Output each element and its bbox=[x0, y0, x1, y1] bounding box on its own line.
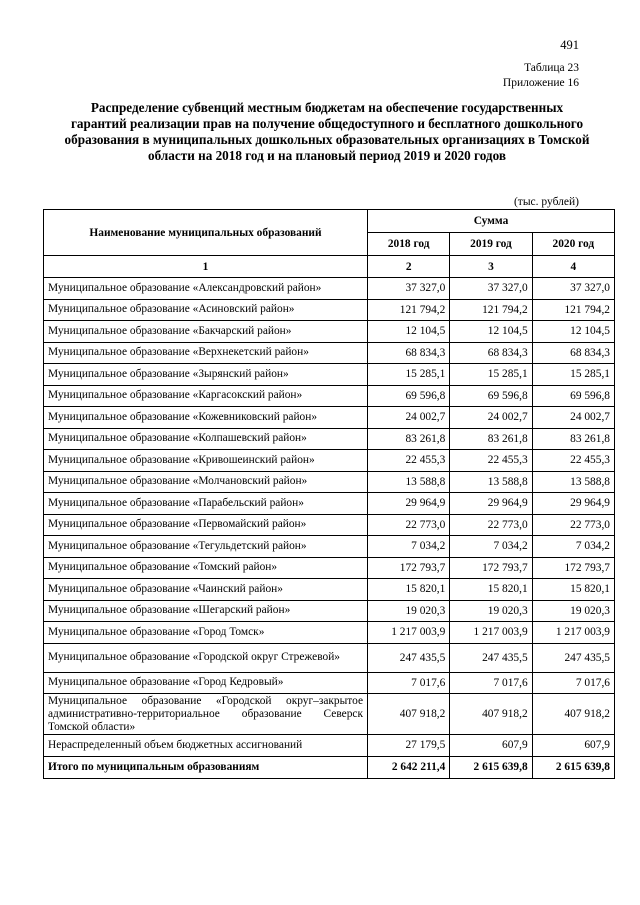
appendix-label: Приложение 16 bbox=[502, 77, 579, 89]
column-index: 2 bbox=[368, 256, 450, 278]
column-index: 3 bbox=[450, 256, 532, 278]
value-2020: 607,9 bbox=[532, 735, 614, 757]
value-2019: 7 017,6 bbox=[450, 672, 532, 694]
value-2018: 121 794,2 bbox=[368, 299, 450, 321]
value-2020: 172 793,7 bbox=[532, 557, 614, 579]
value-2018: 83 261,8 bbox=[368, 428, 450, 450]
value-2018: 7 017,6 bbox=[368, 672, 450, 694]
total-2020: 2 615 639,8 bbox=[532, 756, 614, 778]
municipality-name: Муниципальное образование «Кожевниковский район» bbox=[44, 407, 368, 429]
table-row bbox=[44, 385, 615, 407]
table-row bbox=[44, 622, 615, 644]
table-row bbox=[44, 450, 615, 472]
column-header-name: Наименование муниципальных образований bbox=[44, 210, 368, 256]
value-2019: 83 261,8 bbox=[450, 428, 532, 450]
value-2018: 29 964,9 bbox=[368, 493, 450, 515]
value-2019: 172 793,7 bbox=[450, 557, 532, 579]
value-2019: 13 588,8 bbox=[450, 471, 532, 493]
value-2018: 24 002,7 bbox=[368, 407, 450, 429]
page-number: 491 bbox=[560, 38, 579, 52]
value-2020: 22 455,3 bbox=[532, 450, 614, 472]
value-2019: 37 327,0 bbox=[450, 278, 532, 300]
municipality-name: Муниципальное образование «Кривошеинский район» bbox=[44, 450, 368, 472]
table-row bbox=[44, 672, 615, 694]
total-label: Итого по муниципальным образованиям bbox=[44, 756, 368, 778]
total-row bbox=[44, 756, 615, 778]
value-2019: 19 020,3 bbox=[450, 600, 532, 622]
value-2020: 15 285,1 bbox=[532, 364, 614, 386]
value-2018: 19 020,3 bbox=[368, 600, 450, 622]
municipality-name: Муниципальное образование «Город Кедровый» bbox=[44, 672, 368, 694]
value-2018: 15 285,1 bbox=[368, 364, 450, 386]
table-row bbox=[44, 321, 615, 343]
value-2019: 607,9 bbox=[450, 735, 532, 757]
value-2018: 15 820,1 bbox=[368, 579, 450, 601]
document-title: Распределение субвенций местным бюджетам на обеспечение государственных гарантий реализации прав на получение общедоступного и бесплатного дошкольного образования в муниципальных дошкольных образовательных организациях в Томской области на 2018 год и на плановый период 2019 и 2020 годов bbox=[64, 100, 590, 163]
value-2018: 12 104,5 bbox=[368, 321, 450, 343]
value-2018: 68 834,3 bbox=[368, 342, 450, 364]
value-2019: 1 217 003,9 bbox=[450, 622, 532, 644]
municipality-name: Муниципальное образование «Зырянский район» bbox=[44, 364, 368, 386]
value-2018: 27 179,5 bbox=[368, 735, 450, 757]
municipality-name: Муниципальное образование «Шегарский район» bbox=[44, 600, 368, 622]
municipality-name: Муниципальное образование «Городской округ–закрытое административно-территориальное образование Северск Томской области» bbox=[44, 694, 368, 735]
table-row bbox=[44, 493, 615, 515]
value-2020: 24 002,7 bbox=[532, 407, 614, 429]
value-2018: 37 327,0 bbox=[368, 278, 450, 300]
units-label: (тыс. рублей) bbox=[513, 196, 579, 208]
municipality-name: Муниципальное образование «Парабельский район» bbox=[44, 493, 368, 515]
municipality-name: Муниципальное образование «Чаинский район» bbox=[44, 579, 368, 601]
table-row bbox=[44, 428, 615, 450]
municipality-name: Муниципальное образование «Колпашевский район» bbox=[44, 428, 368, 450]
column-index: 4 bbox=[532, 256, 614, 278]
value-2020: 13 588,8 bbox=[532, 471, 614, 493]
table-row bbox=[44, 278, 615, 300]
value-2020: 68 834,3 bbox=[532, 342, 614, 364]
value-2018: 22 455,3 bbox=[368, 450, 450, 472]
table-reference bbox=[503, 61, 579, 91]
municipality-name: Муниципальное образование «Молчановский район» bbox=[44, 471, 368, 493]
table-row bbox=[44, 579, 615, 601]
municipality-name: Муниципальное образование «Бакчарский район» bbox=[44, 321, 368, 343]
table-row bbox=[44, 536, 615, 558]
column-header-2018: 2018 год bbox=[368, 233, 450, 256]
municipality-name: Муниципальное образование «Тегульдетский район» bbox=[44, 536, 368, 558]
table-row bbox=[44, 407, 615, 429]
value-2018: 407 918,2 bbox=[368, 694, 450, 735]
value-2019: 15 820,1 bbox=[450, 579, 532, 601]
table-row bbox=[44, 342, 615, 364]
value-2020: 29 964,9 bbox=[532, 493, 614, 515]
municipality-name: Муниципальное образование «Городской округ Стрежевой» bbox=[44, 643, 368, 672]
value-2020: 15 820,1 bbox=[532, 579, 614, 601]
municipality-name: Муниципальное образование «Город Томск» bbox=[44, 622, 368, 644]
value-2019: 12 104,5 bbox=[450, 321, 532, 343]
table-row bbox=[44, 694, 615, 735]
value-2018: 7 034,2 bbox=[368, 536, 450, 558]
table-row bbox=[44, 600, 615, 622]
column-index-row bbox=[44, 256, 615, 278]
value-2019: 22 455,3 bbox=[450, 450, 532, 472]
value-2020: 22 773,0 bbox=[532, 514, 614, 536]
table-row bbox=[44, 471, 615, 493]
value-2018: 22 773,0 bbox=[368, 514, 450, 536]
municipality-name: Муниципальное образование «Александровский район» bbox=[44, 278, 368, 300]
municipality-name: Муниципальное образование «Каргасокский район» bbox=[44, 385, 368, 407]
table-row bbox=[44, 364, 615, 386]
municipality-name: Муниципальное образование «Асиновский район» bbox=[44, 299, 368, 321]
municipality-name: Муниципальное образование «Верхнекетский район» bbox=[44, 342, 368, 364]
value-2018: 172 793,7 bbox=[368, 557, 450, 579]
value-2018: 13 588,8 bbox=[368, 471, 450, 493]
value-2020: 407 918,2 bbox=[532, 694, 614, 735]
table-row bbox=[44, 557, 615, 579]
column-index: 1 bbox=[44, 256, 368, 278]
municipality-name: Муниципальное образование «Первомайский район» bbox=[44, 514, 368, 536]
table-row bbox=[44, 735, 615, 757]
total-2019: 2 615 639,8 bbox=[450, 756, 532, 778]
value-2020: 7 017,6 bbox=[532, 672, 614, 694]
table-row bbox=[44, 514, 615, 536]
value-2020: 37 327,0 bbox=[532, 278, 614, 300]
value-2020: 7 034,2 bbox=[532, 536, 614, 558]
municipality-name: Муниципальное образование «Томский район» bbox=[44, 557, 368, 579]
value-2019: 29 964,9 bbox=[450, 493, 532, 515]
value-2019: 24 002,7 bbox=[450, 407, 532, 429]
table-label: Таблица 23 bbox=[524, 62, 579, 74]
value-2020: 19 020,3 bbox=[532, 600, 614, 622]
value-2019: 7 034,2 bbox=[450, 536, 532, 558]
value-2018: 69 596,8 bbox=[368, 385, 450, 407]
table-row bbox=[44, 643, 615, 672]
value-2019: 68 834,3 bbox=[450, 342, 532, 364]
value-2020: 83 261,8 bbox=[532, 428, 614, 450]
column-header-2019: 2019 год bbox=[450, 233, 532, 256]
value-2019: 407 918,2 bbox=[450, 694, 532, 735]
subvention-table bbox=[43, 209, 615, 779]
value-2019: 69 596,8 bbox=[450, 385, 532, 407]
value-2020: 247 435,5 bbox=[532, 643, 614, 672]
column-header-2020: 2020 год bbox=[532, 233, 614, 256]
table-row bbox=[44, 299, 615, 321]
value-2020: 121 794,2 bbox=[532, 299, 614, 321]
value-2019: 247 435,5 bbox=[450, 643, 532, 672]
table-body bbox=[44, 256, 615, 779]
value-2020: 1 217 003,9 bbox=[532, 622, 614, 644]
value-2020: 12 104,5 bbox=[532, 321, 614, 343]
value-2020: 69 596,8 bbox=[532, 385, 614, 407]
total-2018: 2 642 211,4 bbox=[368, 756, 450, 778]
municipality-name: Нераспределенный объем бюджетных ассигнований bbox=[44, 735, 368, 757]
value-2018: 1 217 003,9 bbox=[368, 622, 450, 644]
value-2018: 247 435,5 bbox=[368, 643, 450, 672]
value-2019: 15 285,1 bbox=[450, 364, 532, 386]
column-header-sum: Сумма bbox=[368, 210, 615, 233]
value-2019: 121 794,2 bbox=[450, 299, 532, 321]
value-2019: 22 773,0 bbox=[450, 514, 532, 536]
